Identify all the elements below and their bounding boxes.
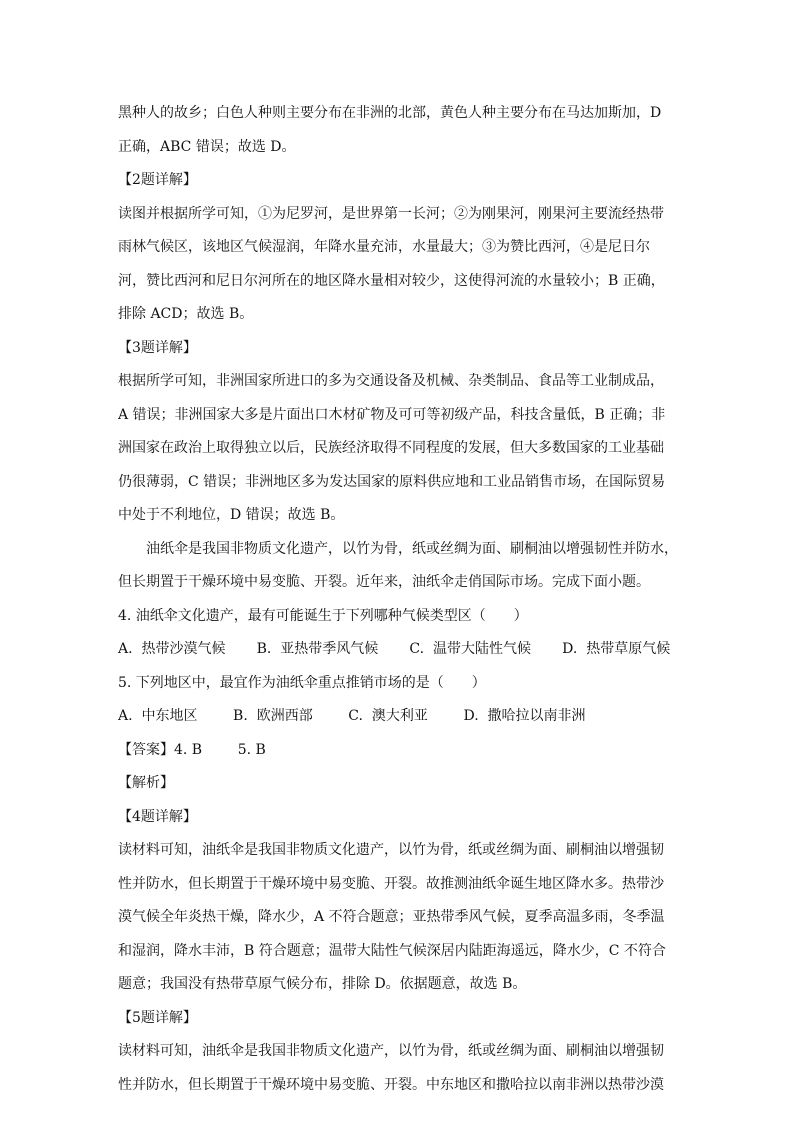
section-heading: 【5题详解】: [118, 1009, 197, 1026]
text-line: 性并防水，但长期置于干燥环境中易变脆、开裂。故推测油纸伞诞生地区降水多。热带沙: [118, 875, 664, 892]
question-4-options: [118, 633, 688, 667]
option-list: A. 中东地区 B. 欧洲西部 C. 澳大利亚 D. 撒哈拉以南非洲: [118, 708, 586, 724]
text-line: 和湿润，降水丰沛，B 符合题意；温带大陆性气候深居内陆距海遥远，降水少，C 不符合: [118, 942, 666, 959]
section-heading: 【3题详解】: [118, 339, 197, 356]
answer-line: 【答案】4. B 5. B: [118, 741, 266, 758]
text-line: 正确，ABC 错误；故选 D。: [118, 138, 296, 155]
text-line: 仍很薄弱，C 错误；非洲地区多为发达国家的原料供应地和工业品销售市场，在国际贸易: [118, 473, 666, 490]
text-line: 排除 ACD；故选 B。: [118, 306, 254, 322]
question-4: 4. 油纸伞文化遗产，最有可能诞生于下列哪种气候类型区（ ）: [118, 607, 528, 624]
section-heading: 【2题详解】: [118, 172, 197, 188]
passage-line: 但长期置于干燥环境中易变脆、开裂。近年来，油纸伞走俏国际市场。完成下面小题。: [118, 574, 650, 590]
option-list: A. 热带沙漠气候 B. 亚热带季风气候 C. 温带大陆性气候 D. 热带草原气候: [118, 641, 671, 657]
text-line: 读材料可知，油纸伞是我国非物质文化遗产，以竹为骨，纸或丝绸为面、刷桐油以增强韧: [118, 1043, 664, 1059]
text-line: 性并防水，但长期置于干燥环境中易变脆、开裂。中东地区和撒哈拉以南非洲以热带沙漠: [118, 1076, 664, 1093]
text-line: 洲国家在政治上取得独立以后，民族经济取得不同程度的发展，但大多数国家的工业基础: [118, 440, 664, 456]
passage-line: 油纸伞是我国非物质文化遗产，以竹为骨，纸或丝绸为面、刷桐油以增强韧性并防水，: [146, 540, 678, 557]
text-line: 中处于不利地位，D 错误；故选 B。: [118, 507, 345, 523]
text-line: 题意；我国没有热带草原气候分布，排除 D。依据题意，故选 B。: [118, 976, 527, 992]
text-line: 漠气候全年炎热干燥，降水少，A 不符合题意；亚热带季风气候，夏季高温多雨，冬季温: [118, 909, 665, 925]
text-line: 河，赞比西河和尼日尔河所在的地区降水量相对较少，这使得河流的水量较小；B 正确，: [118, 272, 665, 289]
text-line: 根据所学可知，非洲国家所进口的多为交通设备及机械、杂类制品、食品等工业制成品，: [118, 373, 664, 389]
document-page: [118, 97, 688, 1102]
text-line: 读图并根据所学可知，①为尼罗河，是世界第一长河；②为刚果河，刚果河主要流经热带: [118, 205, 664, 222]
text-line: 雨林气候区，该地区气候湿润，年降水量充沛，水量最大；③为赞比西河，④是尼日尔: [118, 239, 650, 255]
section-heading: 【解析】: [118, 775, 174, 791]
text-line: 读材料可知，油纸伞是我国非物质文化遗产，以竹为骨，纸或丝绸为面、刷桐油以增强韧: [118, 842, 664, 858]
text-line: 黑种人的故乡；白色人种则主要分布在非洲的北部，黄色人种主要分布在马达加斯加，D: [118, 105, 662, 121]
question-5: 5. 下列地区中，最宜作为油纸伞重点推销市场的是（ ）: [118, 674, 486, 691]
question-5-options: [118, 700, 688, 734]
section-heading: 【4题详解】: [118, 808, 197, 825]
text-line: A 错误；非洲国家大多是片面出口木材矿物及可可等初级产品，科技含量低，B 正确；非: [118, 406, 666, 423]
